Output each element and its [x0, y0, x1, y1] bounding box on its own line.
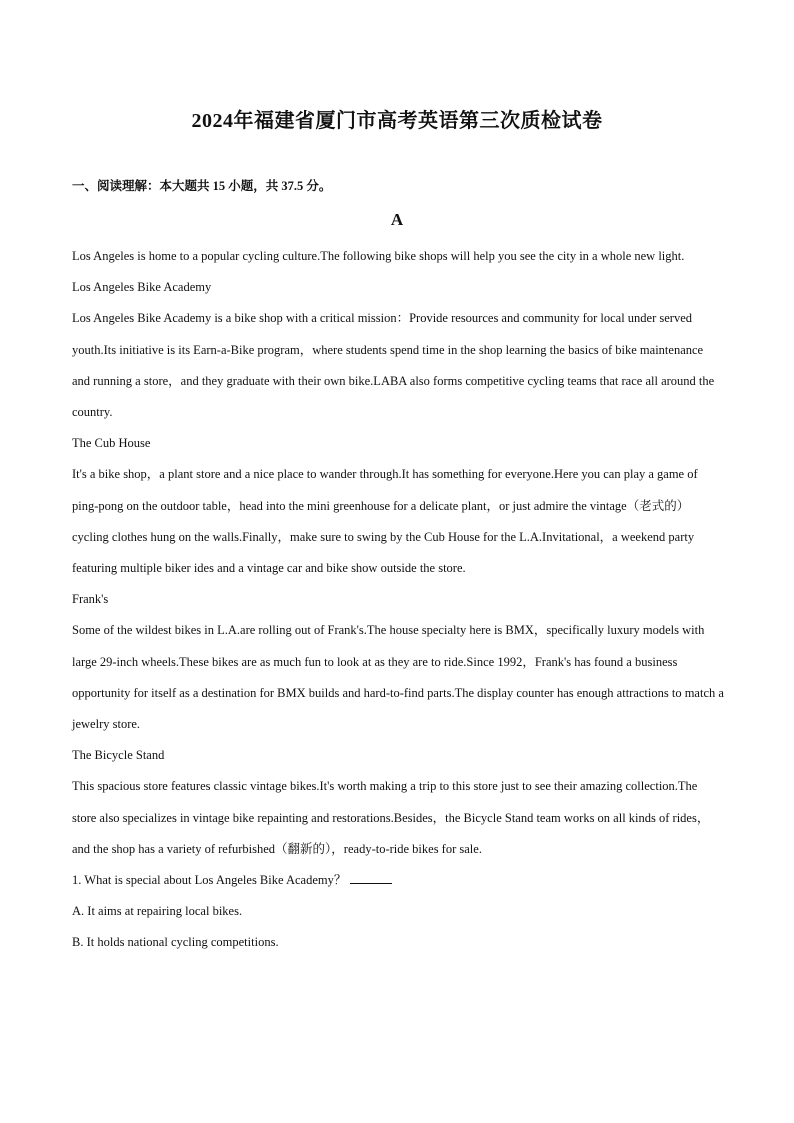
option-a: A. It aims at repairing local bikes. — [72, 904, 243, 919]
shop-description: Some of the wildest bikes in L.A.are rolling out of Frank's.The house specialty here is BMX，specifically luxury models with large 29-inch wheels.These bikes are as much fun to look at as they are to ride.Since 1992，Frank's has found a business opportunity for itself as a destination for BMX builds and hard-to-find parts.The display counter has enough attractions to match a jewelry store. — [72, 623, 724, 732]
question — [72, 865, 724, 896]
shop-name: Los Angeles Bike Academy — [72, 280, 212, 295]
shop-description: Los Angeles Bike Academy is a bike shop with a critical mission：Provide resources and community for local under served youth.Its initiative is its Earn-a-Bike program，where students spend time in the shop learning the basics of bike maintenance and running a store，and they graduate with their own bike.LABA also forms competitive cycling teams that race all around the country. — [72, 311, 715, 420]
passage-body — [72, 241, 724, 959]
passage-intro: Los Angeles is home to a popular cycling culture.The following bike shops will help you see the city in a whole new light. — [72, 249, 685, 263]
passage-letter: A — [390, 210, 404, 229]
shop-description: It's a bike shop，a plant store and a nice place to wander through.It has something for everyone.Here you can play a game of ping-pong on the outdoor table，head into the mini greenhouse for a delicate plant，or just admire the vintage（老式的） cycling clothes hung on the walls.Finally，make sure to swing by the Cub House for the L.A.Invitational，a weekend party featuring multiple biker ides and a vintage car and bike show outside the store. — [72, 467, 698, 576]
shop-name: The Bicycle Stand — [72, 748, 165, 763]
section-heading: 一、阅读理解：本大题共 15 小题，共 37.5 分。 — [72, 179, 332, 193]
question-text: 1. What is special about Los Angeles Bike Academy？ — [72, 873, 347, 888]
shop-description: This spacious store features classic vintage bikes.It's worth making a trip to this store just to see their amazing collection.The store also specializes in vintage bike repainting and restorations.Besides，the Bicycle Stand team works on all kinds of rides，and the shop has a variety of refurbished（翻新的），ready-to-ride bikes for sale. — [72, 779, 710, 856]
shop-name: The Cub House — [72, 436, 151, 451]
answer-blank — [350, 869, 392, 884]
page-title: 2024年福建省厦门市高考英语第三次质检试卷 — [191, 110, 603, 132]
shop-name: Frank's — [72, 592, 109, 607]
option-b: B. It holds national cycling competitions. — [72, 935, 279, 950]
